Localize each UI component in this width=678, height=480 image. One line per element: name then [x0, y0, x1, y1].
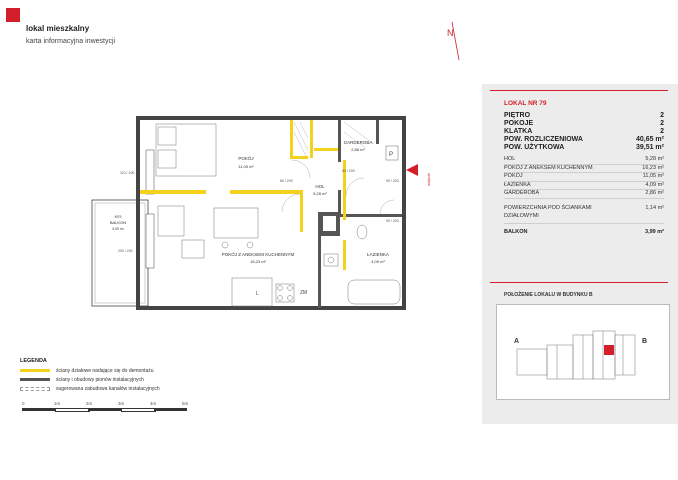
svg-text:110 / 190: 110 / 190 — [120, 171, 135, 175]
bathroom-fixtures — [324, 225, 400, 304]
unit-summary: PIĘTRO 2 POKOJE 2 KLATKA 2 POW. ROZLICZENIOWA 40,65 m² POW. UŻYTKOWA 39,51 m² — [504, 112, 664, 151]
room-garderoba-area: 2,86 m² — [351, 147, 365, 152]
room-list — [504, 156, 664, 199]
room-pokoj-label: POKÓJ — [238, 156, 254, 161]
legend-swatch-grey — [20, 378, 50, 381]
svg-text:wejście: wejście — [426, 172, 431, 186]
legend-swatch-dashed — [20, 387, 50, 391]
accent-divider — [490, 90, 668, 91]
compass-letter: N — [447, 28, 454, 38]
list-item: GARDEROBA 2,86 m² — [504, 190, 664, 199]
legend-item: ściany i obudowy pionów instalacyjnych — [20, 375, 160, 384]
entrance-arrow — [406, 164, 418, 176]
list-item: POKÓJ Z ANEKSEM KUCHENNYM 16,23 m² — [504, 165, 664, 174]
room-balkon-label: BALKON — [109, 220, 127, 225]
room-aneks-area: 16,23 m² — [250, 259, 266, 264]
unit-number: LOKAL NR 79 — [504, 100, 547, 107]
wing-b-label: B — [642, 338, 648, 345]
svg-text:M79: M79 — [114, 215, 122, 219]
svg-text:ZM: ZM — [300, 290, 308, 296]
room-aneks-label: POKÓJ Z ANEKSEM KUCHENNYM — [221, 252, 295, 257]
position-title: POŁOŻENIE LOKALU W BUDYNKU B — [504, 292, 593, 298]
svg-text:80 / 200: 80 / 200 — [342, 169, 355, 173]
brand-title: lokal mieszkalny — [26, 24, 90, 33]
legend-title: LEGENDA — [20, 358, 47, 364]
balcony-area: BALKON 3,99 m² — [504, 229, 664, 235]
outer-walls — [136, 116, 406, 310]
room-hol-label: HOL — [315, 184, 325, 189]
legend-swatch-yellow — [20, 369, 50, 372]
room-lazienka-area: 4,09 m² — [371, 259, 385, 264]
legend-item: ściany działowe nadające się do demontażu — [20, 366, 160, 375]
room-hol-area: 5,28 m² — [313, 191, 327, 196]
info-panel — [482, 0, 678, 480]
svg-text:80 / 200: 80 / 200 — [280, 179, 293, 183]
room-garderoba-label: GARDEROBA — [343, 140, 373, 145]
under-walls-area: POWIERZCHNIA POD ŚCIANKAMI 1,14 m² DZIAŁOWYMI — [504, 205, 664, 219]
room-lazienka-label: ŁAZIENKA — [367, 252, 389, 257]
svg-text:90 / 200: 90 / 200 — [386, 179, 399, 183]
building-key-plan — [496, 304, 670, 400]
list-item: HOL 5,28 m² — [504, 156, 664, 165]
scale-bar: 0 1m 2m 3m 4m 5m — [22, 401, 190, 415]
svg-text:L: L — [256, 291, 259, 297]
unit-location-marker — [604, 345, 614, 355]
compass-icon — [447, 22, 459, 60]
svg-text:90 / 200: 90 / 200 — [386, 219, 399, 223]
wing-a-label: A — [514, 338, 520, 345]
svg-text:P: P — [389, 152, 394, 158]
legend — [20, 358, 160, 393]
room-balkon-area: 3,99 m² — [112, 227, 124, 231]
list-item: POKÓJ 11,05 m² — [504, 173, 664, 182]
svg-text:200 / 230: 200 / 230 — [118, 249, 133, 253]
room-pokoj-area: 11,05 m² — [238, 164, 254, 169]
brand-subtitle: karta informacyjna inwestycji — [26, 38, 116, 45]
legend-item: sugerowana zabudowa kanałów instalacyjnych — [20, 384, 160, 393]
bed — [156, 124, 216, 176]
list-item: ŁAZIENKA 4,09 m² — [504, 182, 664, 191]
